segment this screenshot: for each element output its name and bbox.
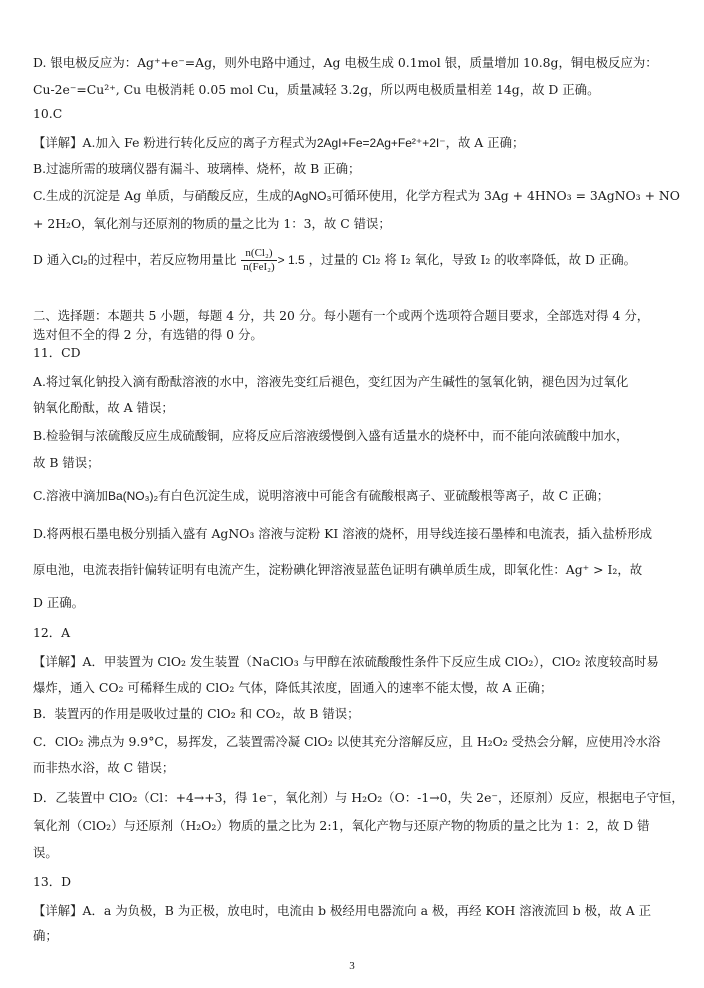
question-number: 11．CD (33, 345, 81, 360)
page-number: 3 (349, 960, 355, 972)
text-line: 误。 (33, 845, 58, 860)
text-line: D 正确。 (33, 595, 85, 610)
text-line (33, 488, 682, 504)
text-span: 【详解】A.加入 Fe 粉进行转化反应的离子方程式为 (33, 135, 317, 150)
text-span: C.生成的沉淀是 Ag 单质，与硝酸反应，生成的 (33, 188, 294, 203)
chemical-formula: Cl₂ (71, 253, 88, 267)
text-span: 的过程中，若反应物用量比 (87, 252, 237, 267)
text-line: A.将过氧化钠投入滴有酚酞溶液的水中，溶液先变红后褪色，变红因为产生碱性的氢氧化钠，褪色因为过氧化 (33, 374, 629, 389)
text-line: 而非热水浴，故 C 错误； (33, 760, 175, 775)
question-number: 12．A (33, 625, 71, 640)
text-span: 可循环使用，化学方程式为 3Ag + 4HNO₃ = 3AgNO₃ + NO (331, 188, 680, 203)
text-line: B.检验铜与浓硫酸反应生成硫酸铜，应将反应后溶液缓慢倒入盛有适量水的烧杯中，而不能向浓硫酸中加水， (33, 428, 629, 443)
text-line: Cu-2e⁻=Cu²⁺, Cu 电极消耗 0.05 mol Cu，质量减轻 3.2g，所以两电极质量相差 14g，故 D 正确。 (33, 82, 600, 97)
text-line: D．乙装置中 ClO₂（Cl：+4→+3，得 1e⁻，氧化剂）与 H₂O₂（O：-1→0，失 2e⁻，还原剂）反应，根据电子守恒， (33, 790, 684, 805)
text-line: 氧化剂（ClO₂）与还原剂（H₂O₂）物质的量之比为 2:1，氧化产物与还原产物的物质的量之比为 1：2，故 D 错 (33, 818, 650, 833)
text-line: 故 B 错误； (33, 455, 100, 470)
question-number: 10.C (33, 106, 63, 121)
ratio-threshold: > 1.5 (277, 253, 305, 267)
text-line: B．装置丙的作用是吸收过量的 ClO₂ 和 CO₂，故 B 错误； (33, 706, 360, 721)
text-line: 【详解】A．a 为负极，B 为正极，放电时，电流由 b 极经用电器流向 a 极，再经 KOH 溶液流回 b 极，故 A 正 (33, 903, 652, 918)
text-line: + 2H₂O，氧化剂与还原剂的物质的量之比为 1：3，故 C 错误； (33, 216, 391, 231)
text-line: B.过滤所需的玻璃仪器有漏斗、玻璃棒、烧杯，故 B 正确； (33, 161, 361, 176)
text-span: ，故 A 正确； (445, 135, 525, 150)
text-line: 爆炸，通入 CO₂ 可稀释生成的 ClO₂ 气体，降低其浓度，固通入的速率不能太慢，故 A 正确； (33, 680, 553, 695)
text-line: 二、选择题：本题共 5 小题，每题 4 分，共 20 分。每小题有一个或两个选项符合题目要求，全部选对得 4 分， (33, 308, 650, 323)
text-line: C．ClO₂ 沸点为 9.9°C，易挥发，乙装置需冷凝 ClO₂ 以使其充分溶解反应，且 H₂O₂ 受热会分解，应使用冷水浴 (33, 734, 661, 749)
ionic-equation: 2AgI+Fe=2Ag+Fe²⁺+2I⁻ (316, 136, 446, 150)
text-line: D.将两根石墨电极分别插入盛有 AgNO₃ 溶液与淀粉 KI 溶液的烧杯，用导线连接石墨棒和电流表，插入盐桥形成 (33, 526, 652, 541)
fraction-numerator: n(Cl₂) (241, 247, 276, 261)
text-line: 选对但不全的得 2 分，有选错的得 0 分。 (33, 327, 263, 342)
ratio-fraction (241, 247, 276, 274)
chemical-formula: AgNO₃ (293, 189, 332, 203)
chemical-formula: Ba(NO₃)₂ (107, 489, 159, 503)
text-span: ，过量的 Cl₂ 将 I₂ 氧化，导致 I₂ 的收率降低，故 D 正确。 (308, 252, 636, 267)
text-line: 【详解】A．甲装置为 ClO₂ 发生装置（NaClO₃ 与甲醇在浓硫酸酸性条件下反应生成 ClO₂），ClO₂ 浓度较高时易 (33, 654, 659, 669)
text-line: 原电池，电流表指针偏转证明有电流产生，淀粉碘化钾溶液显蓝色证明有碘单质生成，即氧化性：Ag⁺ > I₂，故 (33, 562, 643, 577)
text-line: 钠氧化酚酞，故 A 错误； (33, 400, 174, 415)
text-span: D 通入 (33, 252, 72, 267)
text-line: D. 银电极反应为：Ag⁺+e⁻=Ag，则外电路中通过，Ag 电极生成 0.1mol 银，质量增加 10.8g，铜电极反应为： (33, 55, 658, 70)
question-number: 13．D (33, 874, 72, 889)
text-span: C.溶液中滴加 (33, 488, 108, 503)
text-line: 确； (33, 928, 58, 943)
text-span: 有白色沉淀生成，说明溶液中可能含有硫酸根离子、亚硫酸根等离子，故 C 正确； (158, 488, 610, 503)
fraction-denominator: n(FeI₂) (243, 261, 275, 273)
text-line (33, 246, 682, 274)
text-line (33, 135, 682, 151)
text-line (33, 188, 682, 204)
